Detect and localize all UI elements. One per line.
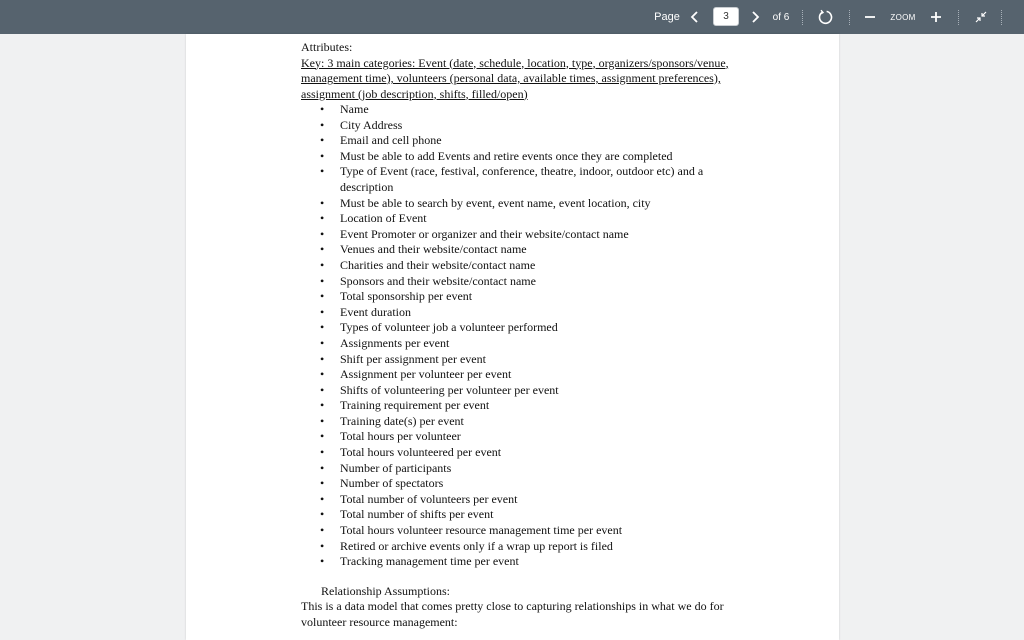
list-item-text: Event Promoter or organizer and their website/contact name (340, 226, 629, 241)
bullet: • (320, 429, 325, 444)
bullet: • (320, 102, 325, 116)
list-item (301, 476, 741, 492)
bullet: • (320, 117, 325, 132)
list-item (301, 414, 741, 430)
toolbar-divider (849, 10, 850, 25)
zoom-out-button[interactable] (861, 0, 879, 34)
list-item-text: Types of volunteer job a volunteer performed (340, 320, 558, 335)
attributes-list (301, 102, 741, 570)
bullet: • (320, 523, 325, 538)
list-item (301, 492, 741, 508)
list-item-text: Type of Event (race, festival, conference, theatre, indoor, outdoor etc) and a description (340, 164, 704, 194)
bullet: • (320, 538, 325, 553)
list-item (301, 289, 741, 305)
list-item (301, 445, 741, 461)
list-item (301, 211, 741, 227)
list-item (301, 429, 741, 445)
bullet: • (320, 133, 325, 148)
bullet: • (320, 351, 325, 366)
list-item-text: Number of spectators (340, 476, 444, 491)
document-content (301, 40, 741, 630)
toolbar-divider (802, 10, 803, 25)
relationship-text: This is a data model that comes pretty close to capturing relationships in what we do for volunteer resource management: (301, 599, 724, 629)
list-item (301, 164, 741, 195)
attributes-heading: Attributes: (301, 40, 353, 54)
list-item-text: Email and cell phone (340, 133, 442, 148)
zoom-label: ZOOM (890, 12, 916, 22)
bullet: • (320, 507, 325, 522)
minus-icon (864, 11, 876, 23)
list-item (301, 320, 741, 336)
next-page-button[interactable] (746, 0, 764, 34)
plus-icon (930, 11, 942, 23)
list-item-text: Total number of volunteers per event (340, 491, 518, 506)
list-item-text: Training date(s) per event (340, 413, 464, 428)
bullet: • (320, 335, 325, 350)
list-item (301, 118, 741, 134)
exit-fullscreen-button[interactable] (968, 0, 994, 34)
list-item-text: Total number of shifts per event (340, 507, 494, 522)
list-item (301, 258, 741, 274)
bullet: • (320, 398, 325, 413)
list-item-text: Must be able to add Events and retire events once they are completed (340, 148, 673, 163)
list-item (301, 383, 741, 399)
list-item (301, 398, 741, 414)
list-item-text: Number of participants (340, 460, 452, 475)
list-item (301, 461, 741, 477)
bullet: • (320, 226, 325, 241)
page-number-input[interactable] (713, 7, 739, 26)
relationship-heading: Relationship Assumptions: (321, 583, 451, 598)
toolbar-divider (1001, 10, 1002, 25)
list-item (301, 196, 741, 212)
key-line: Key: 3 main categories: Event (date, schedule, location, type, organizers/sponsors/venue, management time), volunteers (personal data, available times, assignment preferences), assignment (job description, shifts, filled/open) (301, 55, 729, 101)
list-item-text: Assignments per event (340, 335, 450, 350)
bullet: • (320, 413, 325, 428)
collapse-arrows-icon (975, 11, 987, 23)
list-item (301, 352, 741, 368)
toolbar-divider (958, 10, 959, 25)
list-item-text: Assignment per volunteer per event (340, 367, 512, 382)
list-item-text: Venues and their website/contact name (340, 242, 527, 257)
list-item (301, 242, 741, 258)
bullet: • (320, 211, 325, 226)
list-item-text: Training requirement per event (340, 398, 490, 413)
page-label: Page (654, 11, 680, 23)
list-item (301, 274, 741, 290)
bullet: • (320, 476, 325, 491)
list-item-text: Total hours per volunteer (340, 429, 461, 444)
list-item-text: Shifts of volunteering per volunteer per event (340, 382, 559, 397)
bullet: • (320, 304, 325, 319)
list-item (301, 507, 741, 523)
list-item-text: Must be able to search by event, event name, event location, city (340, 195, 651, 210)
bullet: • (320, 554, 325, 569)
bullet: • (320, 445, 325, 460)
bullet: • (320, 491, 325, 506)
zoom-in-button[interactable] (926, 0, 946, 34)
list-item (301, 227, 741, 243)
pdf-toolbar (0, 0, 1024, 34)
list-item-text: Tracking management time per event (340, 554, 519, 569)
chevron-right-icon (750, 10, 760, 24)
bullet: • (320, 195, 325, 210)
list-item-text: Charities and their website/contact name (340, 257, 536, 272)
list-item-text: Event duration (340, 304, 411, 319)
bullet: • (320, 257, 325, 272)
bullet: • (320, 460, 325, 475)
chevron-left-icon (690, 10, 700, 24)
bullet: • (320, 367, 325, 382)
list-item (301, 305, 741, 321)
bullet: • (320, 273, 325, 288)
list-item-text: Sponsors and their website/contact name (340, 273, 536, 288)
list-item (301, 102, 741, 118)
list-item (301, 133, 741, 149)
list-item (301, 367, 741, 383)
bullet: • (320, 289, 325, 304)
list-item (301, 336, 741, 352)
list-item-text: Total hours volunteer resource management time per event (340, 523, 623, 538)
bullet: • (320, 164, 325, 179)
bullet: • (320, 382, 325, 397)
bullet: • (320, 242, 325, 257)
prev-page-button[interactable] (686, 0, 704, 34)
rotate-button[interactable] (814, 0, 836, 34)
list-item (301, 554, 741, 570)
list-item-text: Retired or archive events only if a wrap up report is filed (340, 538, 613, 553)
rotate-icon (817, 9, 833, 25)
list-item (301, 523, 741, 539)
list-item-text: Shift per assignment per event (340, 351, 486, 366)
list-item-text: Name (340, 102, 369, 116)
total-pages-label: of 6 (772, 11, 790, 23)
list-item-text: Location of Event (340, 211, 427, 226)
bullet: • (320, 320, 325, 335)
list-item (301, 539, 741, 555)
list-item (301, 149, 741, 165)
list-item-text: Total sponsorship per event (340, 289, 473, 304)
list-item-text: City Address (340, 117, 403, 132)
list-item-text: Total hours volunteered per event (340, 445, 502, 460)
bullet: • (320, 148, 325, 163)
